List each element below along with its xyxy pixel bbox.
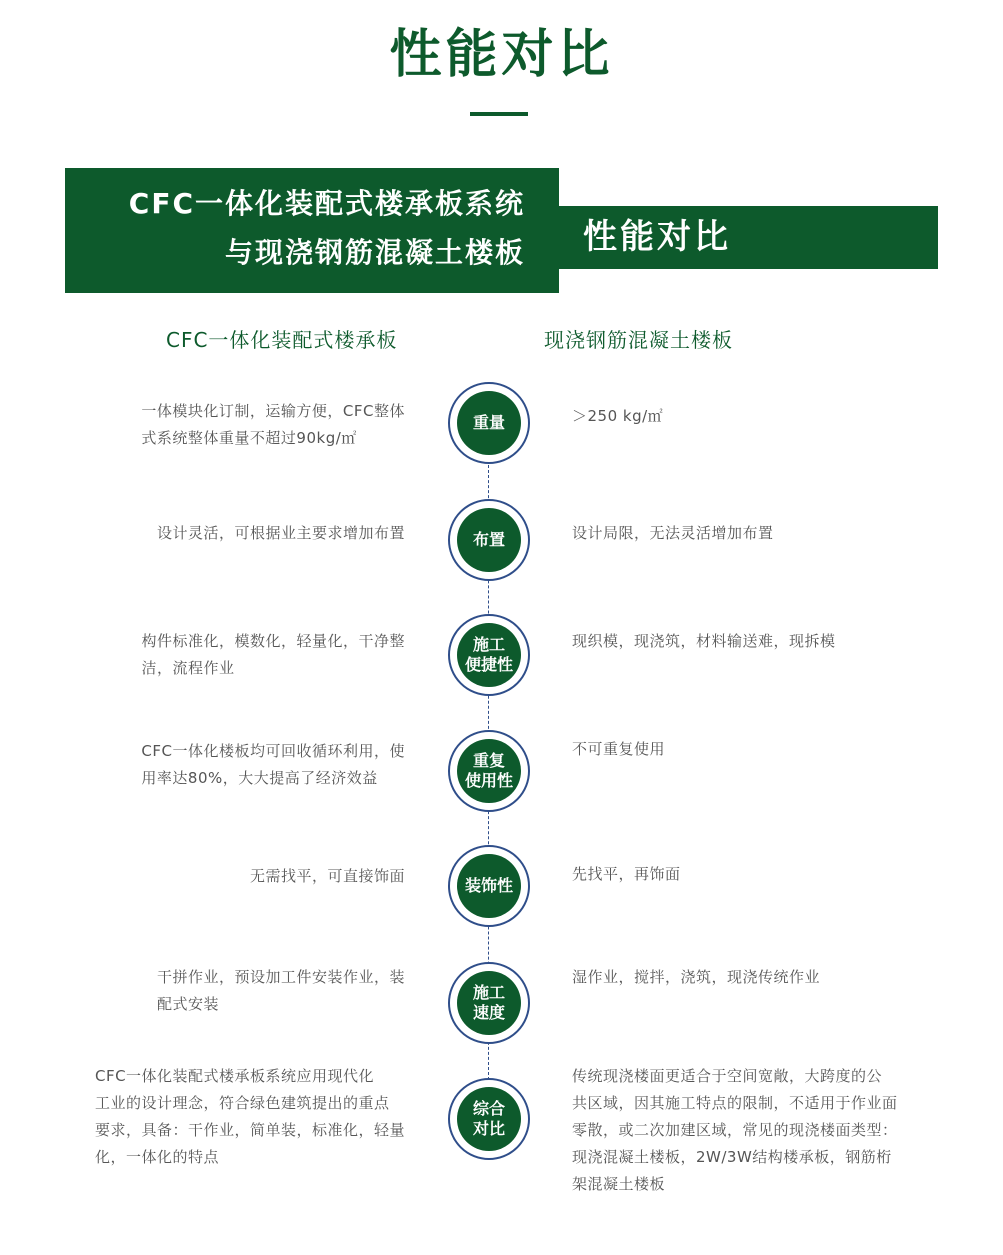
node-label: 重复 (472, 751, 505, 770)
node-overall (448, 1078, 530, 1160)
text-line: 配式安装 (156, 995, 219, 1013)
left-text-convenience (141, 628, 405, 682)
node-label: 施工 (472, 983, 505, 1002)
node-label: 装饰性 (464, 876, 513, 895)
text-line: 要求，具备：干作业，简单装，标准化，轻量 (94, 1121, 405, 1139)
node-circle (457, 508, 521, 572)
right-text-speed (572, 964, 922, 991)
banner-left-line-1: CFC一体化装配式楼承板系统 (128, 187, 525, 220)
text-line: 传统现浇楼面更适合于空间宽敞，大跨度的公 (572, 1067, 883, 1085)
text-line: 设计局限，无法灵活增加布置 (572, 524, 774, 542)
page-title: 性能对比 (389, 25, 614, 85)
text-line: 架混凝土楼板 (572, 1175, 666, 1193)
text-line: CFC一体化装配式楼承板系统应用现代化 (94, 1067, 375, 1085)
right-text-overall (572, 1063, 922, 1198)
text-line: 式系统整体重量不超过90kg/㎡ (141, 429, 357, 447)
node-circle (457, 623, 521, 687)
node-label: 布置 (472, 530, 505, 549)
right-text-reuse (572, 736, 922, 763)
node-label: 对比 (472, 1119, 505, 1138)
banner-right (559, 206, 938, 269)
node-label: 便捷性 (464, 655, 513, 674)
right-text-layout (572, 520, 922, 547)
banner-left (65, 168, 559, 293)
text-line: 无需找平，可直接饰面 (249, 867, 405, 885)
text-line: 不可重复使用 (572, 740, 666, 758)
node-label: 施工 (472, 635, 505, 654)
text-line: 先找平，再饰面 (572, 865, 681, 883)
right-text-decoration (572, 861, 922, 888)
left-text-weight (141, 398, 405, 452)
left-text-decoration (250, 863, 405, 890)
left-text-speed (157, 964, 405, 1018)
node-convenience (448, 614, 530, 696)
text-line: 干拼作业，预设加工件安装作业，装 (156, 968, 405, 986)
left-text-layout (157, 520, 405, 547)
column-header-right: 现浇钢筋混凝土楼板 (544, 328, 733, 352)
text-line: ＞250 kg/㎡ (572, 407, 664, 425)
banner-right-text: 性能对比 (583, 217, 731, 257)
node-label: 重量 (472, 413, 505, 432)
text-line: CFC一体化楼板均可回收循环利用，使 (141, 742, 405, 760)
text-line: 共区域，因其施工特点的限制，不适用于作业面 (572, 1094, 898, 1112)
node-circle (457, 739, 521, 803)
node-circle (457, 1087, 521, 1151)
text-line: 湿作业，搅拌，浇筑，现浇传统作业 (572, 968, 821, 986)
text-line: 用率达80%，大大提高了经济效益 (141, 769, 378, 787)
node-weight (448, 382, 530, 464)
text-line: 化，一体化的特点 (94, 1148, 219, 1166)
left-text-overall (95, 1063, 405, 1171)
text-line: 工业的设计理念，符合绿色建筑提出的重点 (94, 1094, 390, 1112)
node-circle (457, 854, 521, 918)
column-header-left: CFC一体化装配式楼承板 (166, 328, 398, 352)
node-label: 速度 (472, 1003, 505, 1022)
node-circle (457, 391, 521, 455)
left-text-reuse (141, 738, 405, 792)
text-line: 洁，流程作业 (141, 659, 235, 677)
node-layout (448, 499, 530, 581)
text-line: 零散，或二次加建区域，常见的现浇楼面类型： (572, 1121, 898, 1139)
title-underline (470, 112, 528, 116)
node-decoration (448, 845, 530, 927)
text-line: 现浇混凝土楼板，2W/3W结构楼承板，钢筋桁 (572, 1148, 892, 1166)
banner-left-line-2: 与现浇钢筋混凝土楼板 (224, 236, 525, 269)
node-reuse (448, 730, 530, 812)
text-line: 设计灵活，可根据业主要求增加布置 (156, 524, 405, 542)
node-circle (457, 971, 521, 1035)
node-label: 使用性 (464, 771, 513, 790)
node-speed (448, 962, 530, 1044)
text-line: 现织模，现浇筑，材料输送难，现拆模 (572, 632, 836, 650)
node-label: 综合 (472, 1099, 505, 1118)
text-line: 一体模块化订制，运输方便，CFC整体 (141, 402, 405, 420)
right-text-weight (572, 403, 922, 430)
right-text-convenience (572, 628, 922, 655)
text-line: 构件标准化，模数化，轻量化，干净整 (141, 632, 405, 650)
